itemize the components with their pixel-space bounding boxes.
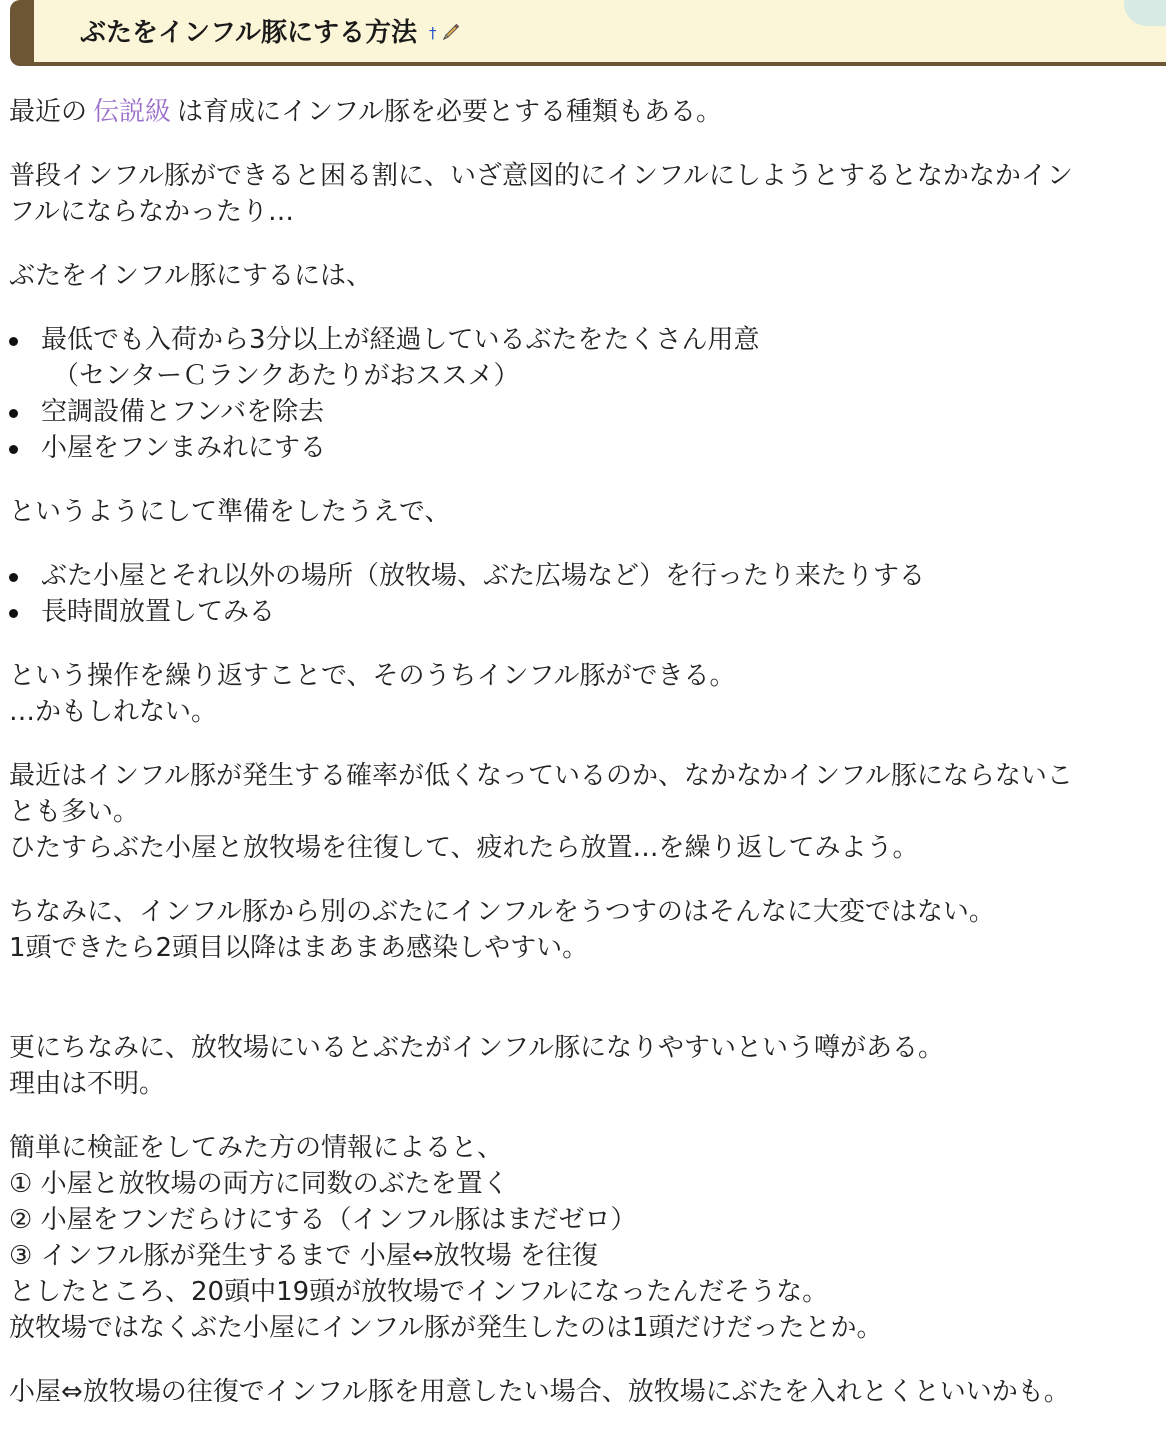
intro-paragraph (9, 94, 1166, 130)
anchor-link[interactable]: † (428, 24, 437, 42)
page-title: ぶたをインフル豚にする方法 (80, 18, 417, 48)
text-line: …かもしれない。 (9, 697, 218, 727)
list-item-text: ぶた小屋とそれ以外の場所（放牧場、ぶた広場など）を行ったり来たりする (41, 561, 926, 591)
list-item (9, 594, 1166, 630)
paragraph-spread (9, 894, 1166, 966)
paragraph-rumor (9, 1030, 1166, 1102)
list-item (9, 394, 1166, 430)
paragraph-after-prep: というようにして準備をしたうえで、 (9, 497, 451, 527)
text-line: 簡単に検証をしてみた方の情報によると、 (9, 1133, 504, 1163)
list-item-text: 長時間放置してみる (41, 597, 276, 627)
list-item (9, 430, 1166, 466)
text-line: ひたすらぶた小屋と放牧場を往復して、疲れたら放置…を繰り返してみよう。 (9, 833, 919, 863)
paragraph-result (9, 658, 1166, 730)
text-line: ちなみに、インフル豚から別のぶたにインフルをうつすのはそんなに大変ではない。 (9, 897, 995, 927)
preparation-list (9, 322, 1166, 466)
text-line: という操作を繰り返すことで、そのうちインフル豚ができる。 (9, 661, 736, 691)
paragraph-difficulty (9, 158, 1166, 230)
text-line: フルにならなかったり… (9, 197, 294, 227)
corner-tab (1124, 0, 1166, 26)
spacer (9, 994, 1166, 1030)
list-item-text: 空調設備とフンバを除去 (41, 397, 325, 427)
list-item-text: 小屋をフンまみれにする (41, 433, 326, 463)
text-line: 最近はインフル豚が発生する確率が低くなっているのか、なかなかインフル豚にならないこ (9, 761, 1073, 791)
step-line: ① 小屋と放牧場の両方に同数のぶたを置く (9, 1169, 509, 1199)
operation-list (9, 558, 1166, 630)
list-item (9, 322, 1166, 394)
heading-title-row (80, 16, 460, 52)
paragraph-probability (9, 758, 1166, 866)
intro-suffix: は育成にインフル豚を必要とする種類もある。 (177, 97, 722, 127)
list-item (9, 558, 1166, 594)
list-item-note: （センターＣランクあたりがおススメ） (53, 361, 520, 391)
text-line: 1頭できたら2頭目以降はまあまあ感染しやすい。 (9, 933, 589, 963)
text-line: としたところ、20頭中19頭が放牧場でインフルになったんだそうな。 (9, 1277, 829, 1307)
text-line: 更にちなみに、放牧場にいるとぶたがインフル豚になりやすいという噂がある。 (9, 1033, 944, 1063)
text-line: 普段インフル豚ができると困る割に、いざ意図的にインフルにしようとするとなかなかイン (9, 161, 1073, 191)
paragraph-verification (9, 1130, 1166, 1346)
step-line: ③ インフル豚が発生するまで 小屋⇔放牧場 を往復 (9, 1241, 598, 1271)
text-line: 放牧場ではなくぶた小屋にインフル豚が発生したのは1頭だけだったとか。 (9, 1313, 883, 1343)
text-line: 理由は不明。 (9, 1069, 166, 1099)
paragraph-advice: 小屋⇔放牧場の往復でインフル豚を用意したい場合、放牧場にぶたを入れとくといいかも。 (9, 1377, 1070, 1407)
list-item-text: 最低でも入荷から3分以上が経過しているぶたをたくさん用意 (41, 325, 760, 355)
section-heading (10, 0, 1166, 66)
article-body (9, 94, 1166, 1438)
intro-prefix: 最近の (9, 97, 88, 127)
pencil-icon[interactable] (440, 18, 460, 52)
text-line: とも多い。 (9, 797, 140, 827)
legend-class-link[interactable]: 伝説級 (93, 97, 172, 127)
step-line: ② 小屋をフンだらけにする（インフル豚はまだゼロ） (9, 1205, 637, 1235)
paragraph-how-to: ぶたをインフル豚にするには、 (9, 261, 372, 291)
